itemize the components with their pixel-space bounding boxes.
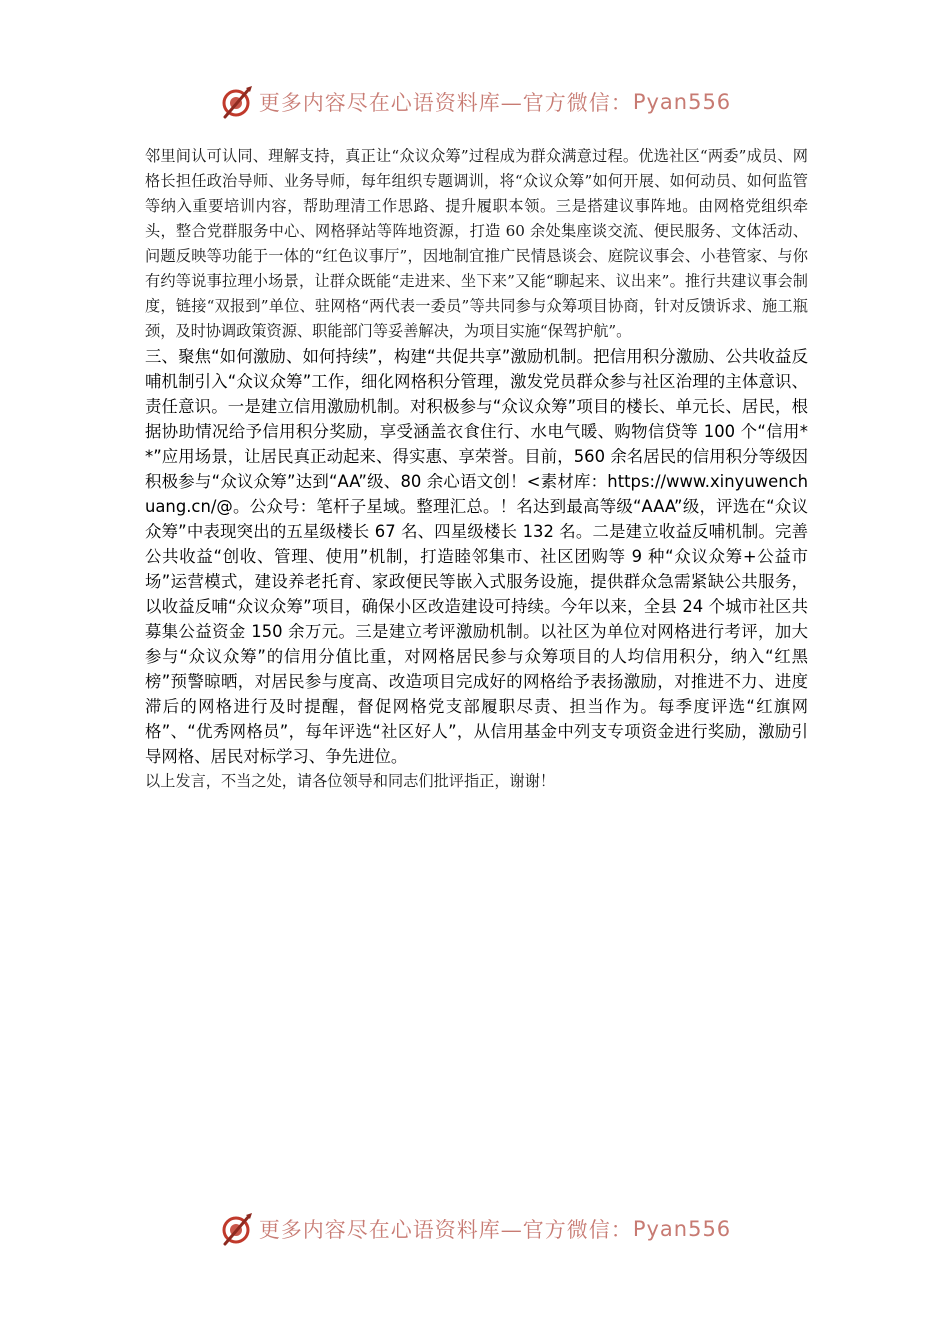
pen-circle-logo-icon: [219, 1211, 255, 1247]
paragraph-continued: 邻里间认可认同、理解支持，真正让“众议众筹”过程成为群众满意过程。优选社区“两委”成员、网格长担任政治导师、业务导师，每年组织专题调训，将“众议众筹”如何开展、如何动员、如何监管等纳入重要培训内容，帮助理清工作思路、提升履职本领。三是搭建议事阵地。由网格党组织牵头，整合党群服务中心、网格驿站等阵地资源，打造 60 余处集座谈交流、便民服务、文体活动、问题反映等功能于一体的“红色议事厅”，因地制宜推广民情恳谈会、庭院议事会、小巷管家、与你有约等说事拉理小场景，让群众既能“走进来、坐下来”又能“聊起来、议出来”。推行共建议事会制度，链接“双报到”单位、驻网格“两代表一委员”等共同参与众筹项目协商，针对反馈诉求、施工瓶颈，及时协调政策资源、职能部门等妥善解决，为项目实施“保驾护航”。: [145, 147, 808, 340]
footer-wechat-id: Pyan556: [632, 1217, 732, 1241]
pen-circle-logo-icon: [219, 84, 255, 120]
paragraph-section-three: 三、聚焦“如何激励、如何持续”，构建“共促共享”激励机制。把信用积分激励、公共收益反哺机制引入“众议众筹”工作，细化网格积分管理，激发党员群众参与社区治理的主体意识、责任意识。一是建立信用激励机制。对积极参与“众议众筹”项目的楼长、单元长、居民，根据协助情况给予信用积分奖励，享受涵盖衣食住行、水电气暖、购物信贷等 100 个“信用**”应用场景，让居民真正动起来、得实惠、享荣誉。目前，560 余名居民的信用积分等级因积极参与“众议众筹”达到“AA”级、80 余心语文创！<素材库：https://www.xinyuwenchuang.cn/@。公众号：笔杆子星域。整理汇总。！名达到最高等级“AAA”级，评选在“众议众筹”中表现突出的五星级楼长 67 名、四星级楼长 132 名。二是建立收益反哺机制。完善公共收益“创收、管理、使用”机制，打造睦邻集市、社区团购等 9 种“众议众筹+公益市场”运营模式，建设养老托育、家政便民等嵌入式服务设施，提供群众急需紧缺公共服务，以收益反哺“众议众筹”项目，确保小区改造建设可持续。今年以来，全县 24 个城市社区共募集公益资金 150 余万元。三是建立考评激励机制。以社区为单位对网格进行考评，加大参与“众议众筹”的信用分值比重，对网格居民参与众筹项目的人均信用积分，纳入“红黑榜”预警晾晒，对居民参与度高、改造项目完成好的网格给予表扬激励，对推进不力、进度滞后的网格进行及时提醒，督促网格党支部履职尽责、担当作为。每季度评选“红旗网格”、“优秀网格员”，每年评选“社区好人”，从信用基金中列支专项资金进行奖励，激励引导网格、居民对标学习、争先进位。: [145, 347, 808, 766]
header-banner: [0, 82, 950, 122]
closing-remark: 以上发言，不当之处，请各位领导和同志们批评指正，谢谢！: [145, 772, 556, 790]
header-wechat-id: Pyan556: [632, 90, 732, 114]
header-banner-text: 更多内容尽在心语资料库—官方微信：: [258, 91, 633, 115]
footer-banner-text: 更多内容尽在心语资料库—官方微信：: [258, 1218, 633, 1242]
document-body: [145, 144, 808, 794]
footer-banner: [0, 1209, 950, 1249]
